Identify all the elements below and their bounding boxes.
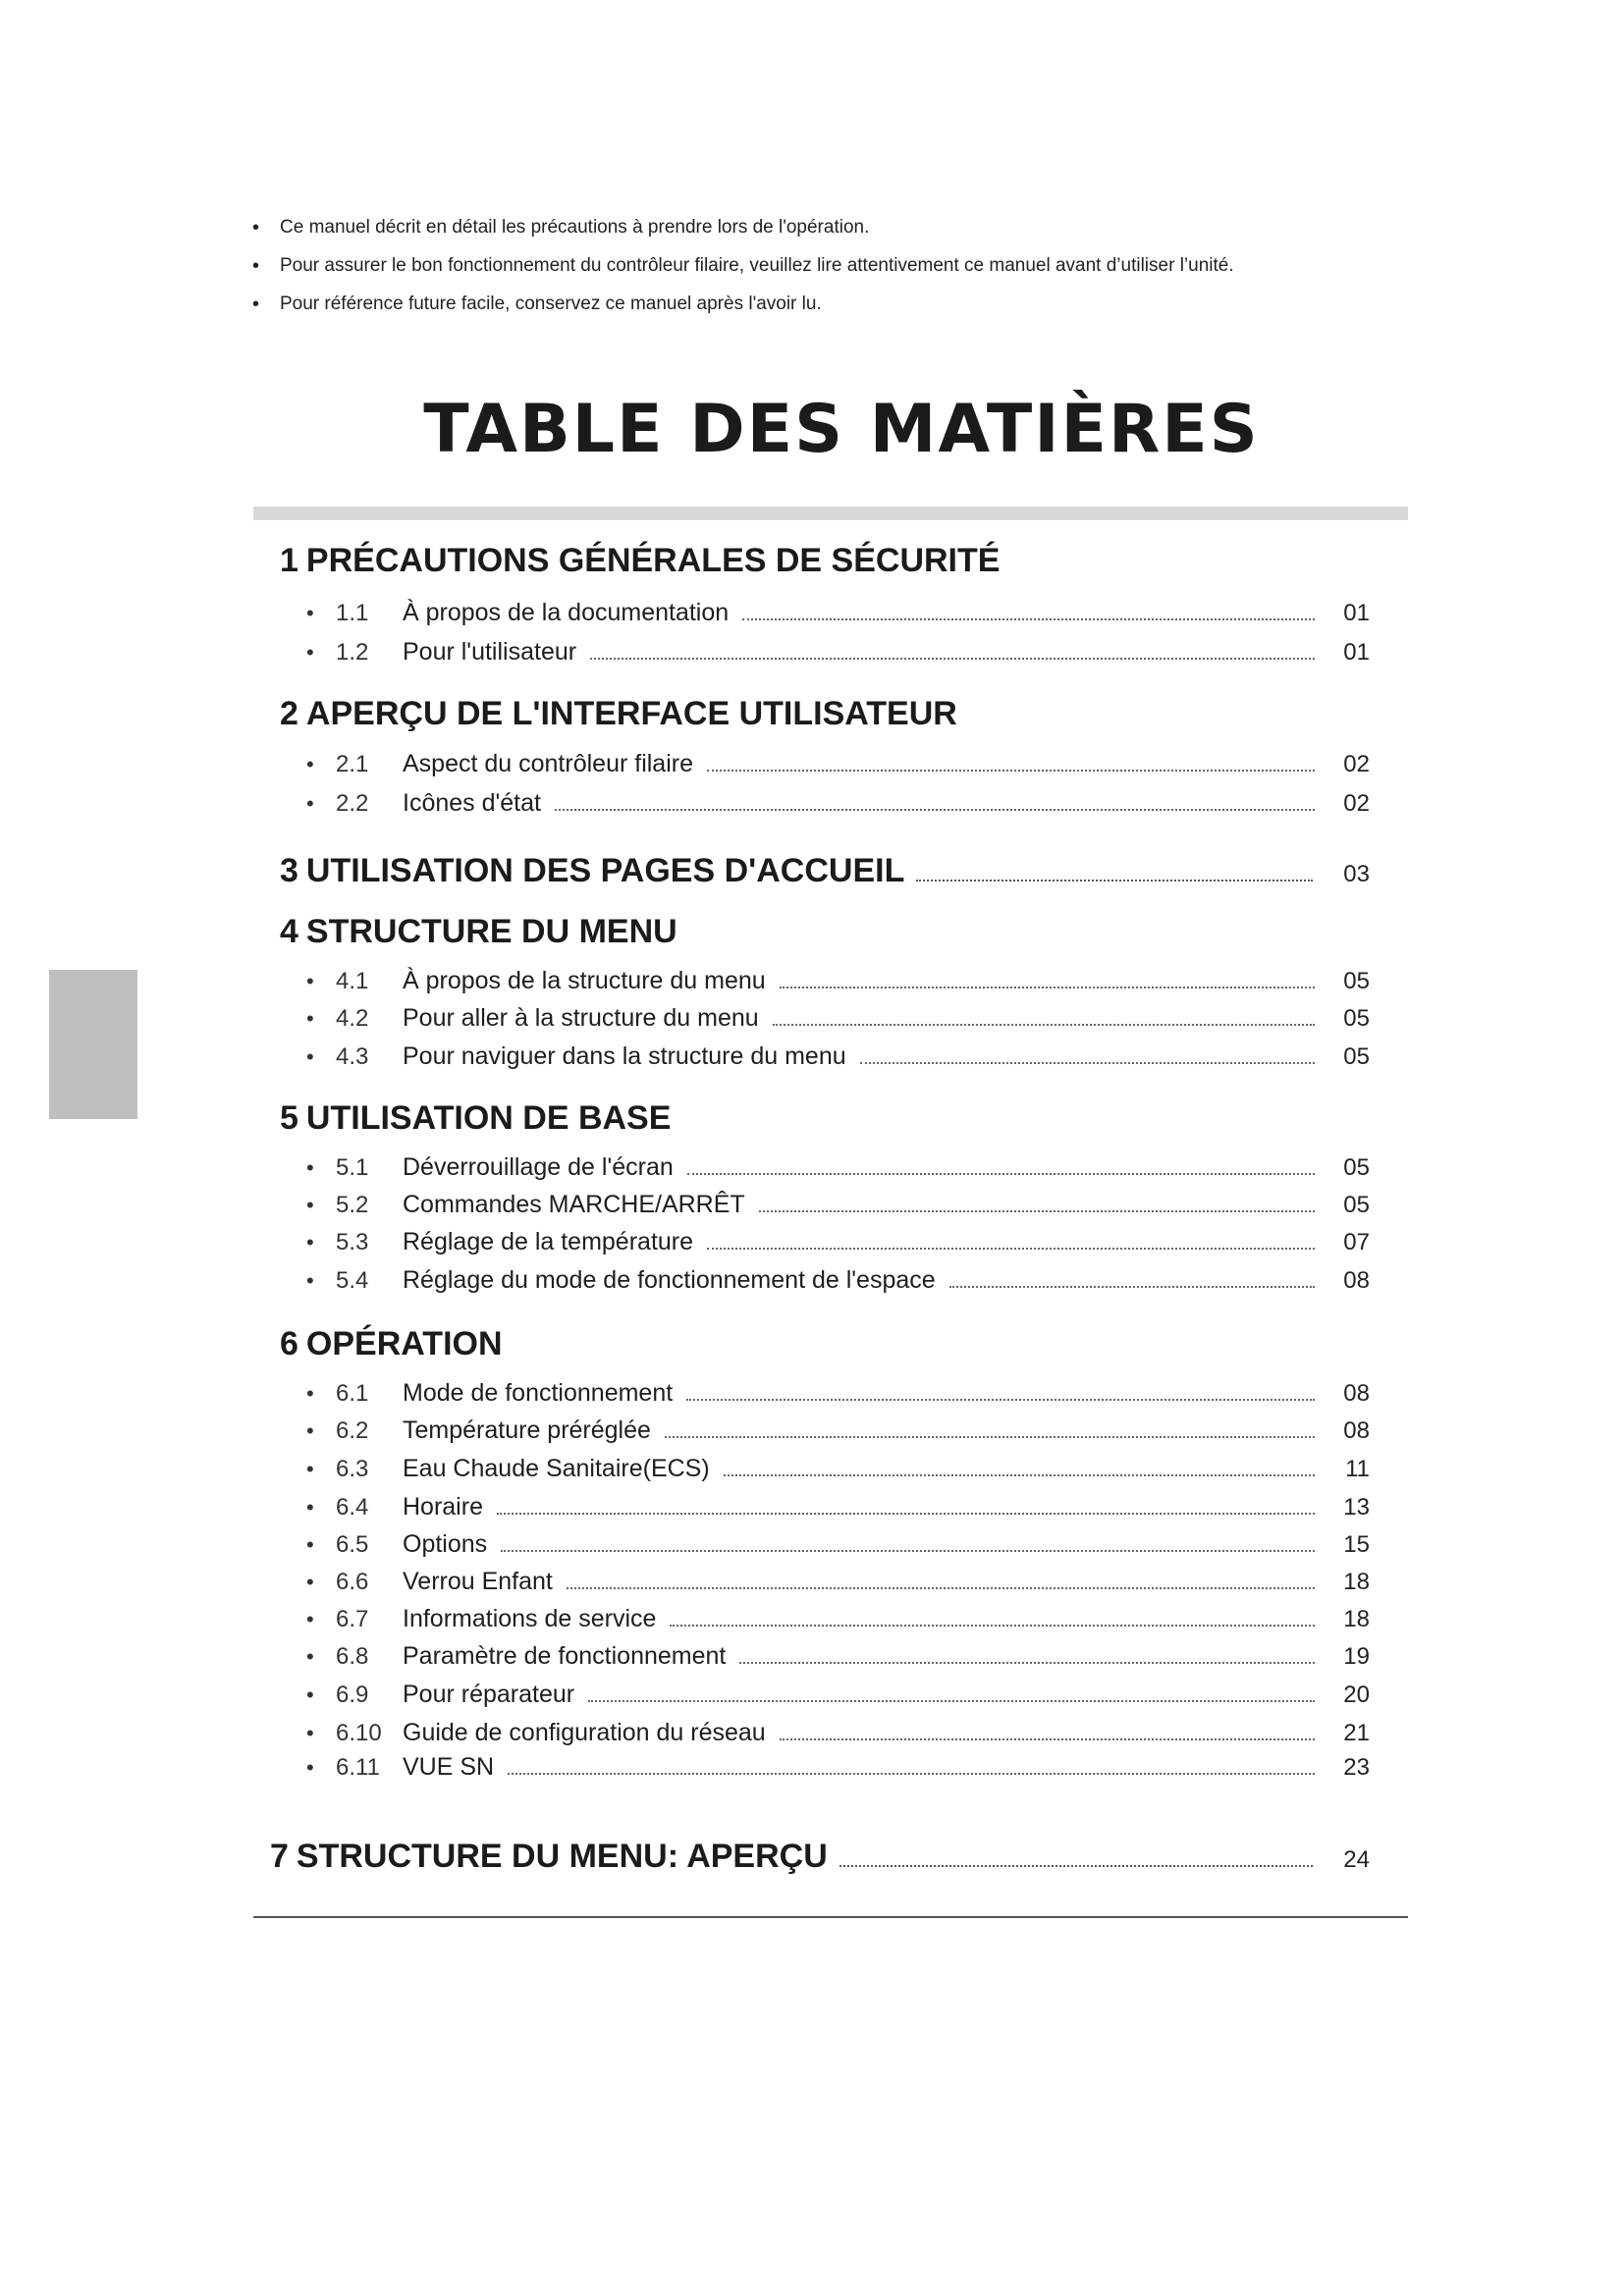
page-number: 15 xyxy=(1343,1531,1370,1558)
entry-number: 6.7 xyxy=(336,1606,369,1632)
bullet-icon: • xyxy=(306,1268,314,1293)
section-number: 3 xyxy=(280,852,298,889)
bullet-icon: • xyxy=(306,1006,314,1031)
page-number: 19 xyxy=(1343,1643,1370,1670)
page-number: 13 xyxy=(1343,1494,1370,1521)
toc-entry[interactable] xyxy=(306,1191,1370,1228)
section-title-text: STRUCTURE DU MENU: APERÇU xyxy=(296,1838,828,1875)
toc-section-heading[interactable] xyxy=(280,1099,1370,1138)
entry-number: 6.2 xyxy=(336,1417,369,1444)
dot-leader xyxy=(687,1173,1315,1175)
entry-label: Aspect du contrôleur filaire xyxy=(403,750,693,777)
bullet-icon: • xyxy=(306,1644,314,1669)
entry-number: 6.10 xyxy=(336,1720,382,1746)
bullet-icon: • xyxy=(306,969,314,993)
entry-label: Commandes MARCHE/ARRÊT xyxy=(403,1191,745,1218)
page-number: 05 xyxy=(1343,1043,1370,1070)
entry-number: 6.9 xyxy=(336,1682,369,1708)
page-number: 11 xyxy=(1345,1456,1370,1482)
entry-label: Pour aller à la structure du menu xyxy=(403,1004,759,1032)
toc-entry[interactable] xyxy=(306,1266,1370,1304)
bullet-icon: • xyxy=(306,1721,314,1745)
page-number: 05 xyxy=(1343,1192,1370,1218)
toc-entry[interactable] xyxy=(306,1605,1370,1642)
bullet-icon: • xyxy=(306,1682,314,1707)
section-title xyxy=(270,1838,828,1876)
entry-number: 5.3 xyxy=(336,1229,369,1255)
section-number: 4 xyxy=(280,913,298,950)
toc-entry[interactable] xyxy=(306,1493,1370,1530)
bullet-icon: • xyxy=(306,1607,314,1631)
toc-section-heading[interactable] xyxy=(280,542,1370,580)
section-title-text: PRÉCAUTIONS GÉNÉRALES DE SÉCURITÉ xyxy=(305,542,1001,579)
entry-label: Verrou Enfant xyxy=(403,1568,553,1595)
dot-leader xyxy=(839,1865,1313,1867)
bullet-icon: • xyxy=(306,1495,314,1520)
dot-leader xyxy=(686,1399,1315,1401)
dot-leader xyxy=(780,987,1315,988)
bullet-icon: • xyxy=(306,1755,314,1780)
toc-entry[interactable] xyxy=(306,1530,1370,1568)
page-number: 02 xyxy=(1343,790,1370,817)
toc-entry[interactable] xyxy=(306,1568,1370,1605)
section-title xyxy=(280,1325,503,1363)
dot-leader xyxy=(724,1474,1315,1476)
entry-label: Déverrouillage de l'écran xyxy=(403,1153,674,1181)
dot-leader xyxy=(916,880,1313,881)
page-number: 21 xyxy=(1343,1720,1370,1746)
entry-label: À propos de la structure du menu xyxy=(403,967,766,994)
dot-leader xyxy=(739,1662,1315,1664)
dot-leader xyxy=(665,1436,1315,1438)
toc-entry[interactable] xyxy=(306,1719,1370,1756)
entry-label: Réglage du mode de fonctionnement de l'espace xyxy=(403,1266,936,1294)
entry-label: Informations de service xyxy=(403,1605,657,1632)
entry-label: Eau Chaude Sanitaire(ECS) xyxy=(403,1455,710,1482)
toc-entry[interactable] xyxy=(306,1379,1370,1416)
entry-number: 6.8 xyxy=(336,1643,369,1670)
entry-number: 6.11 xyxy=(336,1754,380,1781)
bullet-icon: • xyxy=(306,1570,314,1594)
section-title xyxy=(280,913,677,951)
entry-number: 5.1 xyxy=(336,1154,369,1181)
dot-leader xyxy=(588,1700,1315,1702)
toc-entry[interactable] xyxy=(306,1455,1370,1492)
entry-number: 2.1 xyxy=(336,751,369,777)
page-number: 20 xyxy=(1343,1682,1370,1708)
intro-note: • Ce manuel décrit en détail les précautions à prendre lors de l'opération. xyxy=(248,212,1407,250)
entry-number: 5.2 xyxy=(336,1192,369,1218)
toc-entry[interactable] xyxy=(306,750,1370,787)
toc-entry[interactable] xyxy=(306,1642,1370,1680)
toc-entry[interactable] xyxy=(306,1228,1370,1265)
bullet-icon: • xyxy=(306,601,314,625)
bullet-icon: • xyxy=(306,1155,314,1180)
section-title-text: UTILISATION DES PAGES D'ACCUEIL xyxy=(305,852,905,889)
page-number: 01 xyxy=(1343,600,1370,626)
bullet-icon: • xyxy=(306,1457,314,1481)
section-number: 6 xyxy=(280,1325,298,1362)
dot-leader xyxy=(780,1738,1315,1740)
toc-entry[interactable] xyxy=(306,1153,1370,1191)
bottom-divider xyxy=(253,1916,1408,1918)
entry-label: Paramètre de fonctionnement xyxy=(403,1642,727,1670)
section-title xyxy=(280,852,904,890)
entry-label: Réglage de la température xyxy=(403,1228,694,1255)
entry-label: Pour naviguer dans la structure du menu xyxy=(403,1042,846,1070)
bullet-icon: • xyxy=(306,1044,314,1069)
toc-entry[interactable] xyxy=(306,638,1370,675)
toc-section-heading[interactable] xyxy=(270,1838,1370,1876)
bullet-icon: • xyxy=(306,1532,314,1557)
entry-number: 1.1 xyxy=(336,600,369,626)
side-tab-marker xyxy=(49,970,137,1119)
page-number: 08 xyxy=(1343,1417,1370,1444)
page-number: 24 xyxy=(1343,1846,1370,1873)
dot-leader xyxy=(949,1286,1315,1288)
dot-leader xyxy=(860,1062,1315,1064)
section-number: 2 xyxy=(280,695,298,732)
entry-label: Pour réparateur xyxy=(403,1681,575,1708)
section-title-text: OPÉRATION xyxy=(305,1325,503,1362)
entry-label: Horaire xyxy=(403,1493,483,1521)
entry-number: 6.4 xyxy=(336,1494,369,1521)
dot-leader xyxy=(497,1513,1315,1515)
entry-number: 5.4 xyxy=(336,1267,369,1294)
page-number: 18 xyxy=(1343,1606,1370,1632)
page-number: 05 xyxy=(1343,1005,1370,1032)
entry-label: Température préréglée xyxy=(403,1416,651,1444)
page-number: 08 xyxy=(1343,1380,1370,1407)
toc-entry[interactable] xyxy=(306,1416,1370,1454)
dot-leader xyxy=(670,1625,1315,1627)
page-number: 07 xyxy=(1343,1229,1370,1255)
section-title-text: UTILISATION DE BASE xyxy=(305,1099,672,1137)
entry-label: Pour l'utilisateur xyxy=(403,638,577,666)
toc-section-heading[interactable] xyxy=(280,695,1370,733)
toc-section-heading[interactable] xyxy=(280,913,1370,951)
entry-number: 1.2 xyxy=(336,639,369,666)
page-number: 08 xyxy=(1343,1267,1370,1294)
section-title-text: APERÇU DE L'INTERFACE UTILISATEUR xyxy=(305,695,957,732)
entry-label: Guide de configuration du réseau xyxy=(403,1719,766,1746)
entry-number: 6.5 xyxy=(336,1531,369,1558)
entry-label: Mode de fonctionnement xyxy=(403,1379,674,1407)
title-divider xyxy=(253,507,1408,520)
section-title xyxy=(280,695,957,733)
page-title: TABLE DES MATIÈRES xyxy=(423,391,1260,468)
page-number: 18 xyxy=(1343,1569,1370,1595)
dot-leader xyxy=(707,770,1315,772)
bullet-icon: • xyxy=(306,1418,314,1443)
section-number: 7 xyxy=(270,1838,289,1875)
section-number: 1 xyxy=(280,542,298,579)
page-number: 23 xyxy=(1343,1754,1370,1781)
bullet-icon: • xyxy=(306,1193,314,1217)
entry-label: VUE SN xyxy=(403,1753,495,1781)
dot-leader xyxy=(759,1210,1315,1212)
entry-label: À propos de la documentation xyxy=(403,599,730,626)
entry-number: 6.1 xyxy=(336,1380,369,1407)
section-number: 5 xyxy=(280,1099,298,1137)
dot-leader xyxy=(707,1248,1315,1250)
bullet-icon: • xyxy=(306,640,314,665)
bullet-icon: • xyxy=(306,791,314,816)
toc-entry[interactable] xyxy=(306,1753,1370,1790)
toc-entry[interactable] xyxy=(306,1681,1370,1718)
dot-leader xyxy=(590,658,1315,660)
page-number: 03 xyxy=(1343,861,1370,887)
toc-entry[interactable] xyxy=(306,599,1370,636)
entry-label: Icônes d'état xyxy=(403,789,541,817)
toc-section-heading[interactable] xyxy=(280,852,1370,890)
entry-number: 4.3 xyxy=(336,1043,369,1070)
page-number: 02 xyxy=(1343,751,1370,777)
section-title xyxy=(280,542,1000,580)
page-number: 05 xyxy=(1343,1154,1370,1181)
entry-number: 6.3 xyxy=(336,1456,369,1482)
section-title xyxy=(280,1099,671,1138)
dot-leader xyxy=(567,1587,1315,1589)
entry-number: 2.2 xyxy=(336,790,369,817)
toc-entry[interactable] xyxy=(306,789,1370,827)
dot-leader xyxy=(501,1550,1315,1552)
dot-leader xyxy=(555,809,1315,811)
intro-note: • Pour assurer le bon fonctionnement du contrôleur filaire, veuillez lire attentivement ce manuel avant d’utiliser l’unité. xyxy=(248,250,1407,289)
section-title-text: STRUCTURE DU MENU xyxy=(305,913,677,950)
bullet-icon: • xyxy=(306,752,314,776)
entry-number: 4.1 xyxy=(336,968,369,994)
toc-entry[interactable] xyxy=(306,1004,1370,1041)
entry-number: 6.6 xyxy=(336,1569,369,1595)
toc-section-heading[interactable] xyxy=(280,1325,1370,1363)
page-number: 01 xyxy=(1343,639,1370,666)
toc-entry[interactable] xyxy=(306,1042,1370,1080)
dot-leader xyxy=(508,1773,1315,1775)
entry-label: Options xyxy=(403,1530,488,1558)
bullet-icon: • xyxy=(306,1230,314,1255)
intro-note: • Pour référence future facile, conservez ce manuel après l'avoir lu. xyxy=(248,289,1407,327)
intro-notes xyxy=(248,212,1407,327)
toc-entry[interactable] xyxy=(306,967,1370,1004)
bullet-icon: • xyxy=(306,1381,314,1406)
entry-number: 4.2 xyxy=(336,1005,369,1032)
dot-leader xyxy=(773,1024,1315,1026)
page-number: 05 xyxy=(1343,968,1370,994)
dot-leader xyxy=(742,618,1315,620)
